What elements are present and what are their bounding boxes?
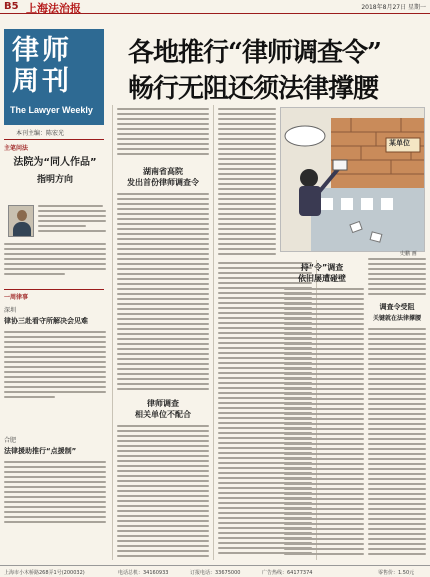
main-subheadline: 畅行无阻还须法律撑腰 [128,74,379,104]
host-tag: 主笔问法 [4,145,29,152]
cartoon-credit: 史鹏 画 [400,251,417,257]
masthead-bar [0,0,430,14]
host-headline: 法院为“同人作品” [13,157,97,168]
weekly-tag: 一周律事 [4,294,29,301]
footer-phone: 电话总机：34160933 [118,570,169,576]
brand-title-line2: 周刊 [12,66,72,97]
article-text [284,288,364,560]
host-body-text [4,243,106,285]
cartoon-sign: 某单位 [389,139,410,147]
brand-title-line1: 律师 [12,35,72,66]
divider [4,289,104,290]
footer-subscription: 订报电话：33675000 [190,570,241,576]
article-text [117,108,209,164]
brief-text [4,331,106,431]
brief-item [4,435,106,456]
page-code: B5 [4,1,19,12]
main-headline: 各地推行“律师调查令” [128,38,381,68]
brand-title [12,35,72,97]
date-line: 2018年8月27日 星期一 [361,4,426,11]
article-text [117,193,209,393]
article-text [368,258,426,298]
section-heading: 持“令”调查 依旧屡遭碰壁 [298,263,346,283]
section-heading: 律师调查 相关单位不配合 [135,399,191,419]
section-heading: 调查令受阻 关键就在法律撑腰 [372,303,421,322]
section-heading: 湖南省高院 发出首份律师调查令 [127,167,199,187]
article-text [117,425,209,560]
footer-price: 零售价：1.50元 [378,570,415,576]
paper-name: 上海法治报 [26,2,81,15]
brief-title: 律协三赴看守所解决会见难 [4,317,88,325]
author-portrait [8,205,34,237]
brief-city: 合肥 [4,437,17,444]
host-subheadline: 指明方向 [36,175,73,185]
brand-box [4,29,104,125]
brand-english: The Lawyer Weekly [10,105,93,115]
brief-title: 法律援助推行“点援制” [4,447,77,455]
column-divider [213,105,214,560]
brief-item [4,305,106,326]
left-column [0,15,110,563]
article-text [218,108,276,258]
host-intro-text [38,205,106,239]
host-column [4,143,106,185]
article-text [368,328,426,560]
divider [4,139,104,140]
footer-address: 上海市小木桥路268弄1号(200032) [4,570,85,576]
column-divider [112,105,113,560]
footer-ads: 广告热线：64177374 [262,570,313,576]
brief-city: 深圳 [4,307,17,314]
footer-bar [0,565,430,577]
brief-text [4,461,106,561]
editor-credit: 本刊主编：陈宏光 [16,130,65,137]
cartoon-illustration [280,107,425,252]
